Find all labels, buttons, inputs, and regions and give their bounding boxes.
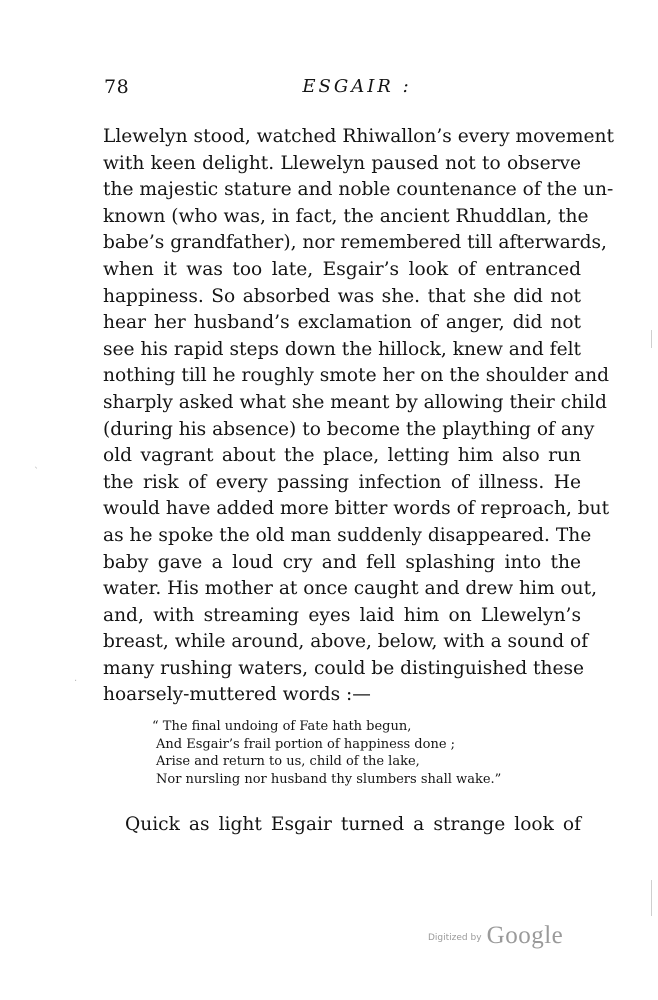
text-line: breast, while around, above, below, with a sound of bbox=[103, 631, 589, 653]
running-title: ESGAIR : bbox=[302, 76, 412, 97]
text-line: the majestic stature and noble countenance of the un- bbox=[103, 179, 614, 201]
verse-line: “ The final undoing of Fate hath begun, bbox=[152, 719, 412, 734]
text-line: water. His mother at once caught and drew him out, bbox=[103, 578, 598, 600]
continuation-paragraph bbox=[103, 812, 581, 839]
text-line: many rushing waters, could be distinguished these bbox=[103, 657, 585, 679]
text-line: baby gave a loud cry and fell splashing into the bbox=[103, 551, 581, 573]
text-line: when it was too late, Esgair’s look of entranced bbox=[103, 258, 581, 280]
text-line: happiness. So absorbed was she. that she did not bbox=[103, 285, 581, 307]
text-line: sharply asked what she meant by allowing their child bbox=[103, 391, 607, 413]
body-paragraph bbox=[103, 124, 614, 709]
text-line: Quick as light Esgair turned a strange look of bbox=[125, 814, 581, 835]
verse-line: And Esgair’s frail portion of happiness done ; bbox=[156, 736, 456, 752]
watermark-prefix: Digitized by bbox=[428, 933, 482, 943]
scan-speck: · bbox=[74, 676, 78, 687]
verse-line: Nor nursling nor husband thy slumbers shall wake.” bbox=[156, 771, 502, 787]
page-header bbox=[102, 76, 582, 104]
page-number: 78 bbox=[104, 76, 130, 98]
text-line: would have added more bitter words of reproach, but bbox=[103, 498, 610, 520]
text-line: (during his absence) to become the plaything of any bbox=[103, 418, 595, 440]
text-line: hear her husband’s exclamation of anger, did not bbox=[103, 312, 581, 334]
text-line: hoarsely-muttered words :— bbox=[103, 684, 371, 706]
verse-block bbox=[152, 718, 532, 788]
scan-speck: ˎ bbox=[34, 458, 39, 469]
scan-edge-mark bbox=[651, 330, 652, 348]
text-line: babe’s grandfather), nor remembered till afterwards, bbox=[103, 232, 607, 254]
text-line: old vagrant about the place, letting him also run bbox=[103, 445, 581, 467]
text-line: and, with streaming eyes laid him on Llewelyn’s bbox=[103, 604, 581, 626]
digitized-by-google-watermark bbox=[428, 922, 563, 950]
text-line: known (who was, in fact, the ancient Rhuddlan, the bbox=[103, 205, 589, 227]
text-line: the risk of every passing infection of illness. He bbox=[103, 471, 581, 493]
text-line: Llewelyn stood, watched Rhiwallon’s every movement bbox=[103, 126, 614, 147]
scan-edge-mark bbox=[651, 880, 652, 916]
verse-line: Arise and return to us, child of the lake, bbox=[156, 754, 420, 769]
text-line: nothing till he roughly smote her on the shoulder and bbox=[103, 365, 610, 387]
text-line: as he spoke the old man suddenly disappeared. The bbox=[103, 524, 592, 546]
text-line: see his rapid steps down the hillock, knew and felt bbox=[103, 338, 581, 360]
text-line: with keen delight. Llewelyn paused not to observe bbox=[103, 152, 581, 174]
google-logo-text: Google bbox=[486, 922, 564, 949]
